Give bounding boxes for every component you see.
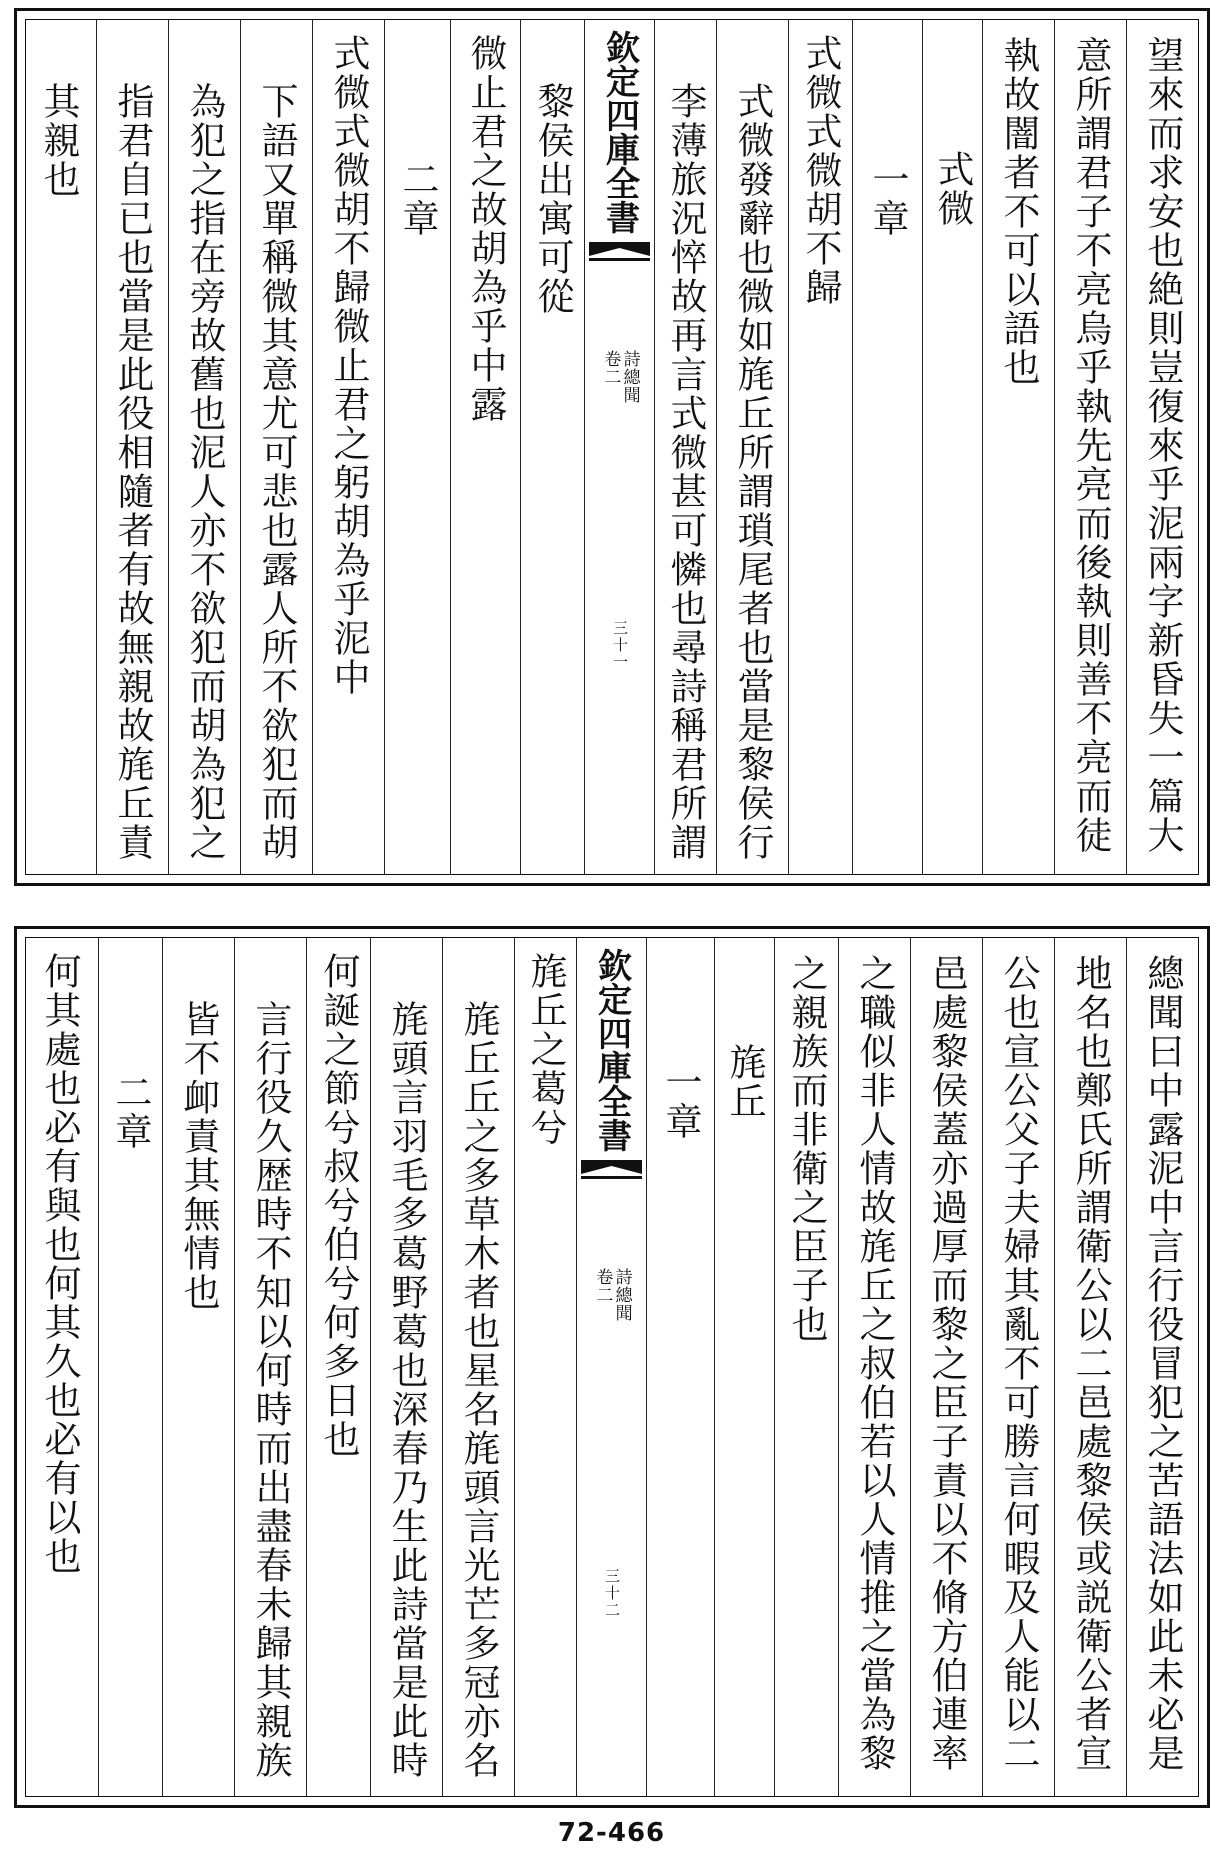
column (714, 938, 774, 1796)
column (168, 20, 240, 874)
chapter-heading: 一章 (659, 1063, 702, 1141)
column (520, 20, 584, 874)
center-fold-column (584, 20, 654, 874)
column (306, 938, 370, 1796)
text-column: 邑處黎侯蓋亦過厚而黎之臣子責以不脩方伯連率 (925, 954, 968, 1773)
book-name: 詩總聞 (611, 1268, 632, 1322)
text-column: 公也宣公父子夫婦其亂不可勝言何暇及人能以二 (997, 954, 1040, 1773)
column (514, 938, 576, 1796)
poem-line: 旄丘之葛兮 (524, 952, 567, 1147)
column (716, 20, 788, 874)
column (21, 938, 98, 1796)
column (982, 938, 1054, 1796)
text-column: 意所謂君子不亮烏乎執先亮而後執則善不亮而徒 (1069, 36, 1112, 855)
column (646, 938, 714, 1796)
chapter-heading: 二章 (396, 160, 439, 238)
text-column: 之職似非人情故旄丘之叔伯若以人情推之當為黎 (853, 954, 896, 1773)
commentary-column: 下語又單稱微其意尤可悲也露人所不欲犯而胡 (255, 82, 298, 862)
commentary-column: 旄丘丘之多草木者也星名旄頭言光芒多冠亦名 (457, 1000, 500, 1780)
commentary-column: 其親也 (37, 82, 80, 199)
columns-bottom (26, 938, 1198, 1796)
text-column: 地名也鄭氏所謂衛公以二邑處黎侯或説衛公者宣 (1069, 954, 1112, 1773)
column (1126, 938, 1198, 1796)
page-frame-top (25, 19, 1199, 875)
column (450, 20, 520, 874)
chapter-heading: 二章 (109, 1073, 152, 1151)
book-name: 詩總聞 (619, 350, 640, 404)
text-column: 之親族而非衛之臣子也 (785, 954, 828, 1344)
commentary-column: 旄頭言羽毛多葛野葛也深春乃生此詩當是此時 (385, 1000, 428, 1780)
fish-tail-mark (581, 1160, 642, 1182)
column (1054, 20, 1126, 874)
column (922, 20, 982, 874)
commentary-column: 指君自已也當是此役相隨者有故無親故旄丘責 (111, 82, 154, 862)
commentary-column: 式微發辭也微如旄丘所謂瑣尾者也當是黎侯行 (731, 82, 774, 862)
collection-title: 欽定四庫全書 (599, 30, 640, 234)
center-fold-column (576, 938, 646, 1796)
juan-number: 卷二 (600, 350, 621, 386)
column (312, 20, 384, 874)
column (384, 20, 450, 874)
page-top (14, 8, 1210, 886)
page-label: 72-466 (557, 1818, 666, 1848)
column (910, 938, 982, 1796)
commentary-column: 黎侯出寓可從 (531, 82, 574, 316)
commentary-column: 言行役久歴時不知以何時而出盡春未歸其親族 (249, 1000, 292, 1780)
text-column: 望來而求安也絶則豈復來乎泥兩字新昏失一篇大 (1141, 36, 1184, 855)
folio-number: 三十一 (611, 620, 629, 671)
text-column: 總聞曰中露泥中言行役冒犯之苦語法如此未必是 (1141, 954, 1184, 1773)
page-frame-bottom (25, 937, 1199, 1797)
poem-line: 式微式微胡不歸 (799, 34, 842, 307)
poem-line: 何誕之節兮叔兮伯兮何多日也 (317, 952, 360, 1459)
column (162, 938, 234, 1796)
fish-tail-mark (589, 242, 650, 264)
column (1126, 20, 1198, 874)
commentary-column: 為犯之指在旁故舊也泥人亦不欲犯而胡為犯之 (183, 82, 226, 862)
column (788, 20, 852, 874)
column (774, 938, 838, 1796)
column (654, 20, 716, 874)
column (982, 20, 1054, 874)
poem-line: 何其處也必有與也何其久也必有以也 (38, 952, 81, 1576)
column (852, 20, 922, 874)
column (240, 20, 312, 874)
column (442, 938, 514, 1796)
column (370, 938, 442, 1796)
column (838, 938, 910, 1796)
chapter-heading: 一章 (866, 160, 909, 238)
column (96, 20, 168, 874)
column (1054, 938, 1126, 1796)
commentary-column: 皆不卹責其無情也 (177, 1000, 220, 1312)
page-bottom (14, 926, 1210, 1808)
poem-line: 式微式微胡不歸微止君之躬胡為乎泥中 (327, 34, 370, 697)
section-heading: 式微 (931, 150, 974, 228)
folio-number: 三十二 (603, 1568, 621, 1619)
text-column: 執故闇者不可以語也 (997, 36, 1040, 387)
section-heading: 旄丘 (723, 1043, 766, 1121)
juan-number: 卷二 (592, 1268, 613, 1304)
collection-title: 欽定四庫全書 (591, 948, 632, 1152)
columns-top (26, 20, 1198, 874)
column (98, 938, 162, 1796)
column (21, 20, 96, 874)
poem-line: 微止君之故胡為乎中露 (464, 34, 507, 424)
commentary-column: 李薄旅況悴故再言式微甚可憐也尋詩稱君所謂 (664, 82, 707, 862)
column (234, 938, 306, 1796)
